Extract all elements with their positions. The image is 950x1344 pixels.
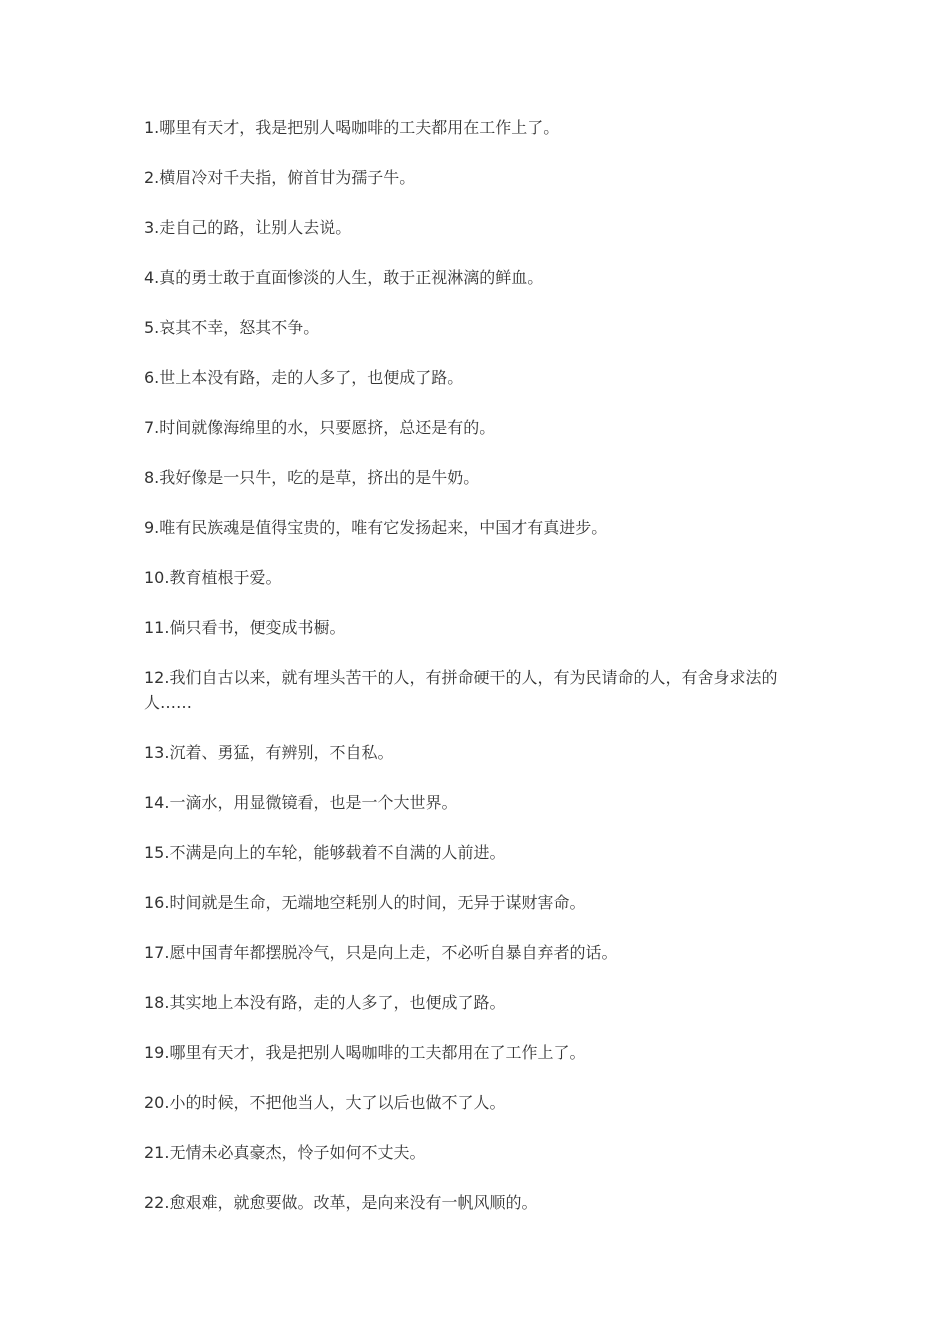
- quote-item: 9.唯有民族魂是值得宝贵的，唯有它发扬起来，中国才有真进步。: [144, 518, 608, 537]
- quote-item: 4.真的勇士敢于直面惨淡的人生，敢于正视淋漓的鲜血。: [144, 268, 544, 287]
- quote-item: 18.其实地上本没有路，走的人多了，也便成了路。: [144, 993, 506, 1012]
- quote-item: 15.不满是向上的车轮，能够载着不自满的人前进。: [144, 843, 506, 862]
- quote-item: 6.世上本没有路，走的人多了，也便成了路。: [144, 368, 464, 387]
- quote-item: 11.倘只看书，便变成书橱。: [144, 618, 346, 637]
- quote-item: 22.愈艰难，就愈要做。改革，是向来没有一帆风顺的。: [144, 1193, 538, 1212]
- quote-item: 12.我们自古以来，就有埋头苦干的人，有拼命硬干的人，有为民请命的人，有舍身求法的人……: [144, 668, 778, 712]
- quote-item: 21.无情未必真豪杰，怜子如何不丈夫。: [144, 1143, 426, 1162]
- quote-item: 5.哀其不幸，怒其不争。: [144, 318, 320, 337]
- quote-item: 3.走自己的路，让别人去说。: [144, 218, 352, 237]
- quote-item: 17.愿中国青年都摆脱冷气，只是向上走，不必听自暴自弃者的话。: [144, 943, 618, 962]
- quote-item: 8.我好像是一只牛，吃的是草，挤出的是牛奶。: [144, 468, 480, 487]
- quote-list: [144, 115, 810, 1240]
- quote-item: 16.时间就是生命，无端地空耗别人的时间，无异于谋财害命。: [144, 893, 586, 912]
- quote-item: 10.教育植根于爱。: [144, 568, 282, 587]
- quote-item: 20.小的时候，不把他当人，大了以后也做不了人。: [144, 1093, 506, 1112]
- quote-item: 2.横眉冷对千夫指，俯首甘为孺子牛。: [144, 168, 416, 187]
- quote-item: 19.哪里有天才，我是把别人喝咖啡的工夫都用在了工作上了。: [144, 1043, 586, 1062]
- quote-item: 1.哪里有天才，我是把别人喝咖啡的工夫都用在工作上了。: [144, 118, 560, 137]
- quote-item: 13.沉着、勇猛，有辨别，不自私。: [144, 743, 394, 762]
- quote-item: 14.一滴水，用显微镜看，也是一个大世界。: [144, 793, 458, 812]
- quote-item: 7.时间就像海绵里的水，只要愿挤，总还是有的。: [144, 418, 496, 437]
